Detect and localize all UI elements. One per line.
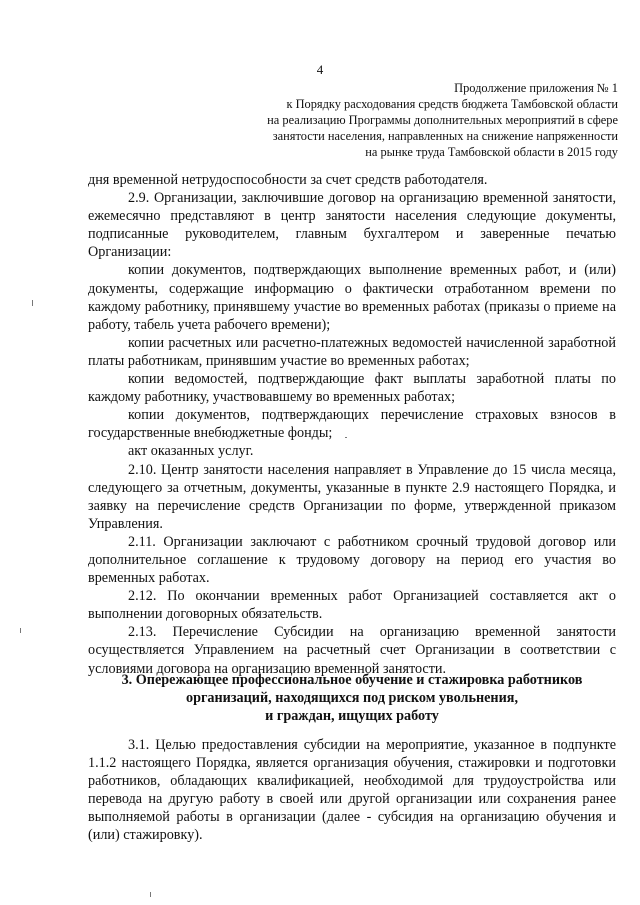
annex-line: на рынке труда Тамбовской области в 2015 году — [365, 145, 618, 159]
annex-line: занятости населения, направленных на снижение напряженности — [272, 129, 618, 143]
annex-header — [218, 80, 618, 160]
scan-speck — [20, 628, 21, 633]
scan-speck — [150, 892, 151, 897]
section-title — [88, 671, 616, 725]
body-text-bottom — [88, 736, 616, 845]
scan-speck — [345, 437, 347, 438]
page-number: 4 — [316, 62, 324, 77]
list-item: копии ведомостей, подтверждающие факт выплаты заработной платы по каждому работнику, участвовавшему во временных работах; — [88, 371, 616, 406]
list-item: копии расчетных или расчетно-платежных ведомостей начисленной заработной платы работникам, принявшим участие во временных работах; — [88, 334, 616, 369]
section-title-line: 3. Опережающее профессиональное обучение и стажировка работников — [121, 672, 583, 688]
section-title-line: организаций, находящихся под риском увольнения, — [185, 690, 519, 707]
annex-line: на реализацию Программы дополнительных мероприятий в сфере — [267, 113, 618, 127]
annex-line: Продолжение приложения № 1 — [454, 81, 618, 95]
list-item: акт оказанных услуг. — [128, 443, 254, 460]
paragraph-2-13: 2.13. Перечисление Субсидии на организацию временной занятости осуществляется Управлением на расчетный счет Организации в соответствии с условиями договора на организацию временной занятости. — [88, 624, 616, 677]
list-item: копии документов, подтверждающих перечисление страховых взносов в государственные внебюджетные фонды; — [88, 407, 616, 442]
paragraph-2-11: 2.11. Организации заключают с работником срочный трудовой договор или дополнительное соглашение к трудовому договору на период его участия во временных работах. — [88, 533, 616, 587]
paragraph: дня временной нетрудоспособности за счет средств работодателя. — [88, 172, 488, 188]
list-item: копии документов, подтверждающих выполнение временных работ, и (или) документы, содержащие информацию о фактически отработанном времени по каждому работнику, принявшему участие во временных работах (приказы о приеме на работу, табель учета рабочего времени); — [88, 262, 616, 333]
annex-line: к Порядку расходования средств бюджета Тамбовской области — [286, 97, 618, 111]
paragraph-2-12: 2.12. По окончании временных работ Организацией составляется акт о выполнении договорных обязательств. — [88, 588, 616, 623]
body-text-top — [88, 171, 616, 678]
section-title-line: и граждан, ищущих работу — [265, 708, 439, 725]
scan-speck — [32, 300, 33, 306]
paragraph-2-9: 2.9. Организации, заключившие договор на организацию временной занятости, ежемесячно представляют в центр занятости населения следующие документы, подписанные руководителем, главным бухгалтером и заверенные печатью Организации: — [88, 190, 616, 261]
paragraph-2-10: 2.10. Центр занятости населения направляет в Управление до 15 числа месяца, следующего за отчетным, документы, указанные в пункте 2.9 настоящего Порядка, и заявку на перечисление средств Организации по форме, утвержденной приказом Управления. — [88, 461, 616, 532]
paragraph-3-1: 3.1. Целью предоставления субсидии на мероприятие, указанное в подпункте 1.1.2 настоящего Порядка, является организация обучения, стажировки и подготовки работников, обладающих квалификацией, необходимой для трудоустройства или перевода на другую работу в своей или другой организации или сохранения ранее выполняемой работы в организации (далее - субсидия на организацию обучения и (или) стажировку). — [88, 737, 616, 844]
